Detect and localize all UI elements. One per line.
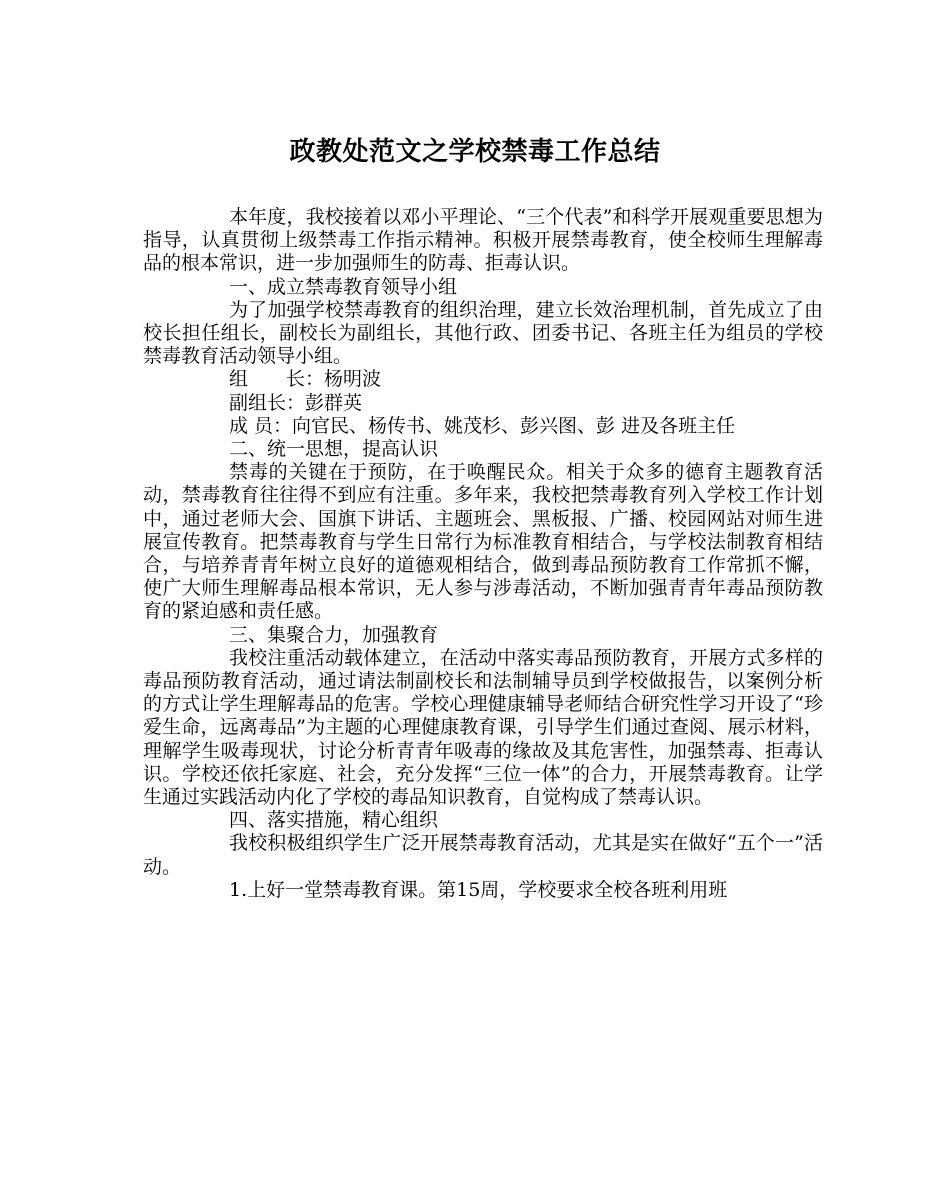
- section-4-heading: 四、落实措施，精心组织: [229, 809, 439, 832]
- section-4-paragraph: 我校积极组织学生广泛开展禁毒教育活动，尤其是实在做好“五个一”活动。: [143, 832, 823, 878]
- section-3-heading: 三、集聚合力，加强教育: [229, 623, 439, 646]
- leader-line: [143, 368, 823, 391]
- section-1-heading: 一、成立禁毒教育领导小组: [229, 275, 458, 298]
- leader-label-a: 组: [229, 368, 249, 391]
- section-1-paragraph: 为了加强学校禁毒教育的组织治理，建立长效治理机制，首先成立了由校长担任组长，副校长为副组长，其他行政、团委书记、各班主任为组员的学校禁毒教育活动领导小组。: [143, 298, 823, 368]
- item-1-paragraph: 1.上好一堂禁毒教育课。第15周，学校要求全校各班利用班: [229, 878, 728, 901]
- deputy-line: 副组长：彭群英: [229, 391, 363, 414]
- section-2-paragraph: 禁毒的关键在于预防，在于唤醒民众。相关于众多的德育主题教育活动，禁毒教育往往得不到应有注重。多年来，我校把禁毒教育列入学校工作计划中，通过老师大会、国旗下讲话、主题班会、黑板报、广播、校园网站对师生进展宣传教育。把禁毒教育与学生日常行为标准教育相结合，与学校法制教育相结合，与培养青青年树立良好的道德观相结合，做到毒品预防教育工作常抓不懈，使广大师生理解毒品根本常识，无人参与涉毒活动，不断加强青青年毒品预防教育的紧迫感和责任感。: [143, 461, 823, 623]
- section-2-heading: 二、统一思想，提高认识: [229, 438, 439, 461]
- section-3-paragraph: 我校注重活动载体建立，在活动中落实毒品预防教育，开展方式多样的毒品预防教育活动，通过请法制副校长和法制辅导员到学校做报告，以案例分析的方式让学生理解毒品的危害。学校心理健康辅导老师结合研究性学习开设了“珍爱生命，远离毒品”为主题的心理健康教育课，引导学生们通过查阅、展示材料，理解学生吸毒现状，讨论分析青青年吸毒的缘故及其危害性，加强禁毒、拒毒认识。学校还依托家庭、社会，充分发挥“三位一体”的合力，开展禁毒教育。让学生通过实践活动内化了学校的毒品知识教育，自觉构成了禁毒认识。: [143, 646, 823, 809]
- members-line: 成 员：向官民、杨传书、姚茂杉、彭兴图、彭 进及各班主任: [229, 414, 736, 437]
- document-body: [143, 206, 823, 902]
- intro-paragraph: 本年度，我校接着以邓小平理论、“三个代表”和科学开展观重要思想为指导，认真贯彻上级禁毒工作指示精神。积极开展禁毒教育，使全校师生理解毒品的根本常识，进一步加强师生的防毒、拒毒认识。: [143, 206, 823, 275]
- leader-label-b: 长：杨明波: [286, 368, 382, 391]
- document-title: 政教处范文之学校禁毒工作总结: [289, 137, 661, 167]
